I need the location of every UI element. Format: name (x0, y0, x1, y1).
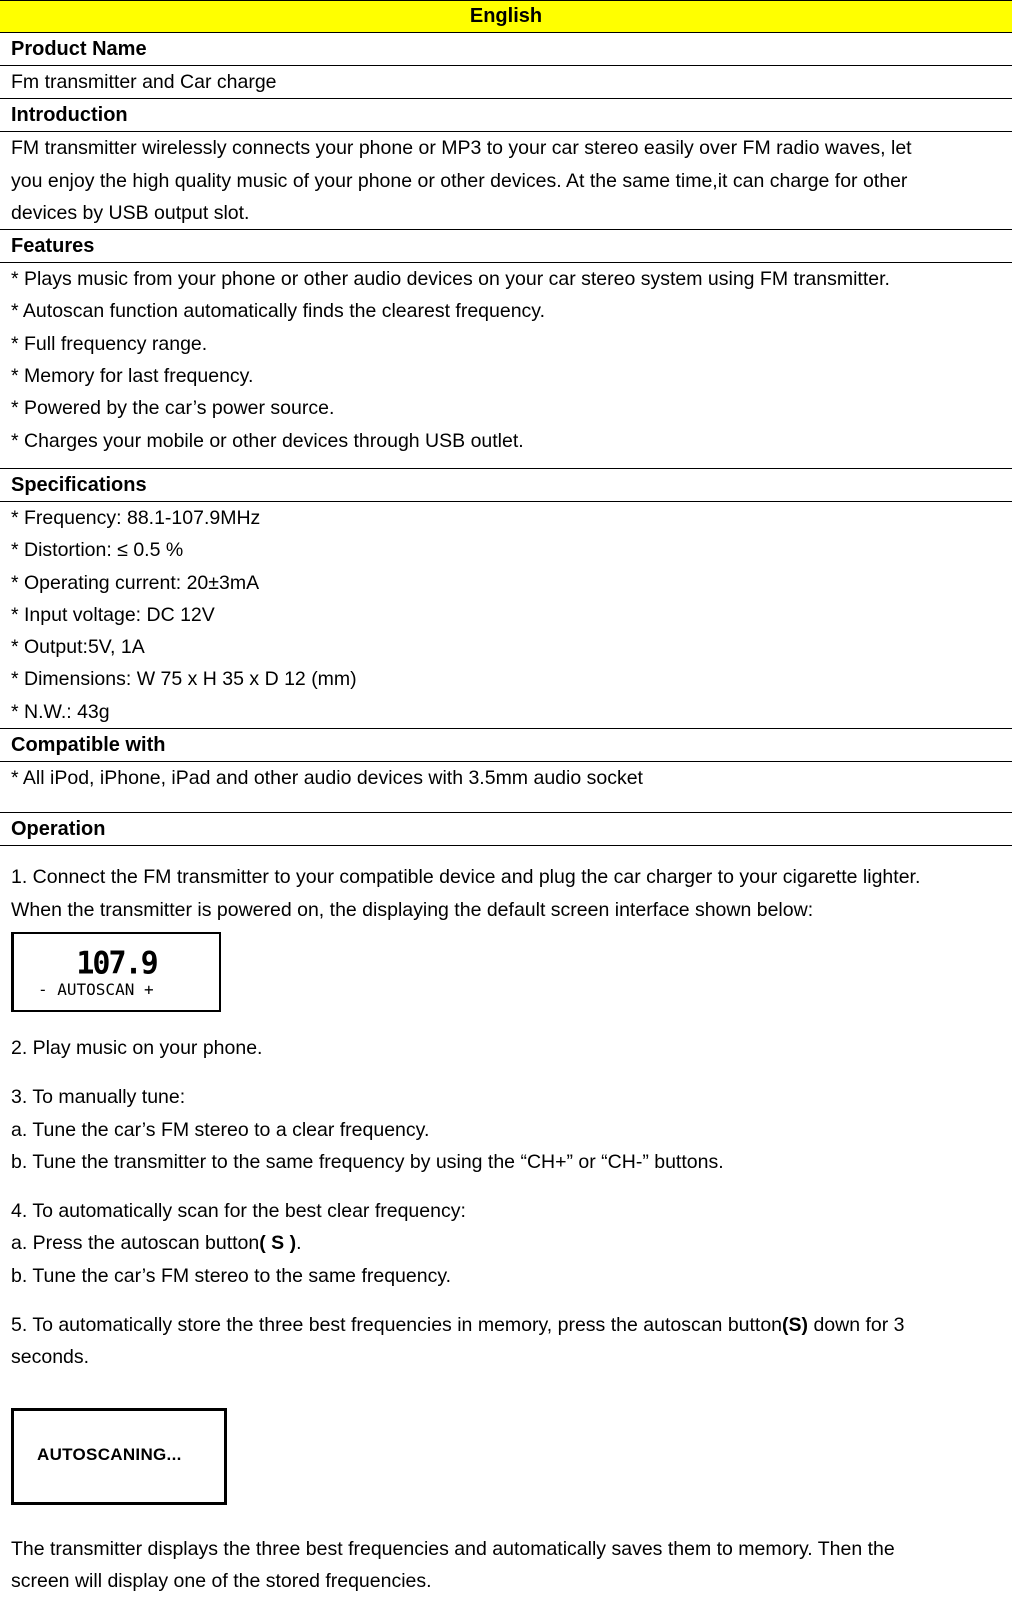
step-4-heading: 4. To automatically scan for the best clear frequency: (11, 1200, 466, 1223)
autoscanning-display (11, 1408, 227, 1505)
compatible-block (0, 762, 1012, 813)
step-5-suffix: down for 3 (808, 1314, 905, 1337)
step-2: 2. Play music on your phone. (11, 1036, 263, 1059)
display-status: - AUTOSCAN + (38, 979, 154, 999)
product-name-block (0, 66, 1012, 99)
step-4-a-suffix: . (296, 1232, 302, 1255)
autoscan-button-label: ( S ) (259, 1232, 297, 1255)
spec-item: * Distortion: ≤ 0.5 % (11, 539, 184, 562)
spec-item: * Input voltage: DC 12V (11, 603, 215, 626)
features-block (0, 263, 1012, 469)
specifications-title: Specifications (0, 469, 1012, 502)
introduction-line: devices by USB output slot. (11, 201, 250, 224)
introduction-line: you enjoy the high quality music of your phone or other devices. At the same time,it can charge for other (11, 169, 908, 192)
specifications-block (0, 502, 1012, 729)
product-name-title: Product Name (0, 33, 1012, 66)
step-1-line: 1. Connect the FM transmitter to your compatible device and plug the car charger to your cigarette lighter. (11, 866, 921, 889)
feature-item: * Memory for last frequency. (11, 365, 254, 388)
default-screen-display (11, 932, 221, 1012)
feature-item: * Full frequency range. (11, 332, 208, 355)
spec-item: * Dimensions: W 75 x H 35 x D 12 (mm) (11, 668, 357, 691)
compatible-title: Compatible with (0, 729, 1012, 762)
closing-line: screen will display one of the stored frequencies. (11, 1569, 432, 1592)
introduction-block (0, 132, 1012, 230)
introduction-line: FM transmitter wirelessly connects your phone or MP3 to your car stereo easily over FM radio waves, let (11, 137, 912, 160)
spec-item: * Output:5V, 1A (11, 636, 145, 659)
closing-line: The transmitter displays the three best frequencies and automatically saves them to memory. Then the (11, 1537, 895, 1560)
feature-item: * Powered by the car’s power source. (11, 397, 335, 420)
autoscan-button-label: (S) (782, 1314, 809, 1337)
compatible-item: * All iPod, iPhone, iPad and other audio devices with 3.5mm audio socket (11, 767, 643, 790)
step-3-a: a. Tune the car’s FM stereo to a clear frequency. (11, 1118, 430, 1141)
step-4-a (11, 1227, 1001, 1259)
spec-item: * Operating current: 20±3mA (11, 571, 260, 594)
product-name-value: Fm transmitter and Car charge (11, 71, 277, 93)
step-3-b: b. Tune the transmitter to the same frequency by using the “CH+” or “CH-” buttons. (11, 1150, 724, 1173)
spec-item: * Frequency: 88.1-107.9MHz (11, 506, 261, 529)
language-header: English (0, 0, 1012, 33)
step-4-b: b. Tune the car’s FM stereo to the same frequency. (11, 1264, 452, 1287)
feature-item: * Autoscan function automatically finds the clearest frequency. (11, 300, 546, 323)
introduction-title: Introduction (0, 99, 1012, 132)
step-5 (11, 1309, 1001, 1341)
step-3-heading: 3. To manually tune: (11, 1086, 186, 1109)
feature-item: * Plays music from your phone or other audio devices on your car stereo system using FM transmitter. (11, 268, 890, 291)
autoscanning-text: AUTOSCANING... (37, 1444, 182, 1464)
step-5-line-2: seconds. (11, 1346, 90, 1369)
operation-block (0, 846, 1012, 1597)
spec-item: * N.W.: 43g (11, 700, 110, 723)
step-5-prefix: 5. To automatically store the three best frequencies in memory, press the autoscan button (11, 1314, 783, 1337)
step-4-a-prefix: a. Press the autoscan button (11, 1232, 260, 1255)
features-title: Features (0, 230, 1012, 263)
feature-item: * Charges your mobile or other devices through USB outlet. (11, 429, 524, 452)
step-1-line: When the transmitter is powered on, the displaying the default screen interface shown below: (11, 898, 814, 921)
display-frequency: 107.9 (76, 945, 157, 982)
operation-title: Operation (0, 813, 1012, 846)
